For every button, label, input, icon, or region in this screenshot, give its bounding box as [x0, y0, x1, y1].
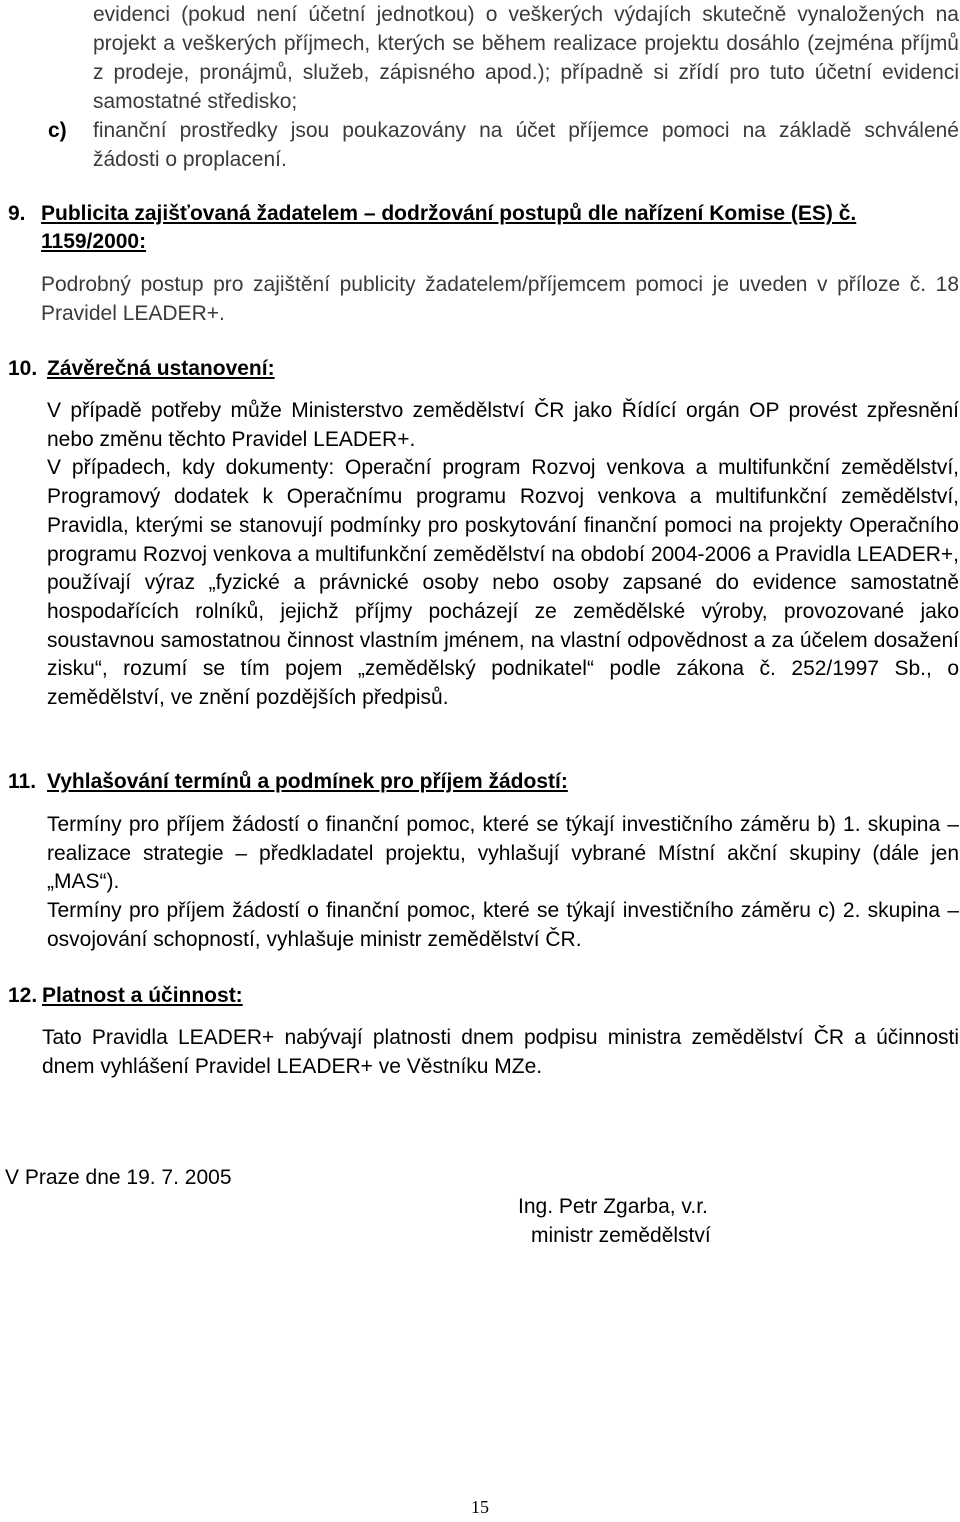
section-number: 9. — [8, 202, 26, 225]
place-date: V Praze dne 19. 7. 2005 — [5, 1166, 232, 1189]
section-number: 10. — [8, 357, 38, 380]
section-10 — [0, 355, 960, 713]
section-paragraph: V případech, kdy dokumenty: Operační program Rozvoj venkova a multifunkční zemědělství, Programový dodatek k Operačnímu programu Rozvoj venkova a multifunkční zemědělství, Pravidla, kterými se stanovují podmínky pro poskytování finanční pomoci na projekty Operačního programu Rozvoj venkova a multifunkční zemědělství na období 2004-2006 a Pravidla LEADER+, používají výraz „fyzické a právnické osoby nebo osoby zapsané do evidence samostatně hospodařících rolníků, jejichž příjmy pocházejí ze zemědělské výroby, provozované jako soustavnou samostatnou činnost vlastním jménem, na vlastní odpovědnost a za účelem dosažení zisku“, rozumí se tím pojem „zemědělský podnikatel“ podle zákona č. 252/1997 Sb., o zemědělství, ve znění pozdějších předpisů. — [47, 456, 959, 710]
section-paragraph: V případě potřeby může Ministerstvo zemědělství ČR jako Řídící orgán OP provést zpřesnění nebo změnu těchto Pravidel LEADER+. — [47, 399, 959, 451]
signatory-name: Ing. Petr Zgarba, v.r. — [518, 1195, 708, 1218]
section-paragraph: Termíny pro příjem žádostí o finanční pomoc, které se týkají investičního záměru b) 1. skupina – realizace strategie – předkladatel projektu, vyhlašují vybrané Místní akční skupiny (dále jen „MAS“). — [47, 813, 959, 894]
section-heading: Publicita zajišťovaná žadatelem – dodržování postupů dle nařízení Komise (ES) č. 1159/2000: — [41, 202, 857, 253]
list-item-text: finanční prostředky jsou poukazovány na účet příjemce pomoci na základě schválené žádosti o proplacení. — [93, 119, 959, 171]
section-paragraph: Tato Pravidla LEADER+ nabývají platnosti dnem podpisu ministra zemědělství ČR a účinnosti dnem vyhlášení Pravidel LEADER+ ve Věstníku MZe. — [42, 1026, 959, 1078]
list-item-c — [48, 116, 959, 174]
section-number: 11. — [8, 770, 37, 793]
section-12 — [0, 982, 960, 1081]
section-heading: Platnost a účinnost: — [42, 984, 243, 1007]
section-heading: Závěrečná ustanovení: — [47, 357, 275, 380]
list-item-label: c) — [48, 119, 67, 142]
section-9 — [0, 200, 960, 328]
continuation-paragraph: evidenci (pokud není účetní jednotkou) o veškerých výdajích skutečně vynaložených na projekt a veškerých příjmech, kterých se během realizace projektu dosáhlo (zejména příjmů z prodeje, pronájmů, služeb, zápisného apod.); případně si zřídí pro tuto účetní evidenci samostatné středisko; — [93, 3, 959, 113]
page-number: 15 — [471, 1497, 489, 1517]
section-paragraph: Termíny pro příjem žádostí o finanční pomoc, které se týkají investičního záměru c) 2. skupina – osvojování schopností, vyhlašuje ministr zemědělství ČR. — [47, 899, 959, 951]
signatory-title: ministr zemědělství — [531, 1224, 711, 1247]
section-paragraph: Podrobný postup pro zajištění publicity žadatelem/příjemcem pomoci je uveden v příloze č. 18 Pravidel LEADER+. — [41, 273, 959, 325]
section-11 — [0, 768, 960, 955]
section-heading: Vyhlašování termínů a podmínek pro příjem žádostí: — [47, 770, 568, 793]
section-number: 12. — [8, 984, 38, 1007]
